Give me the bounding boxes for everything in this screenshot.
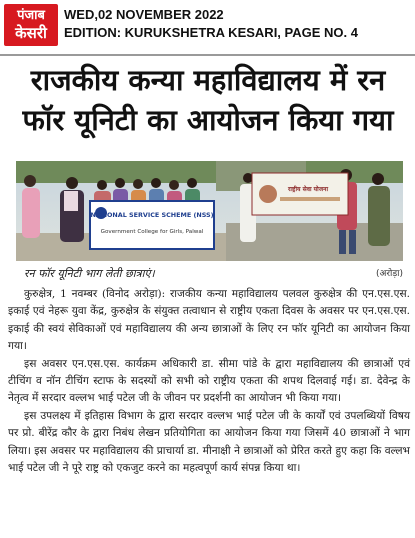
banner-title: NATIONAL SERVICE SCHEME (NSS) <box>90 211 214 219</box>
banner-subtitle: Government College for Girls, Palwal <box>100 229 204 235</box>
nss-banner <box>90 201 214 249</box>
logo-text-line2: केसरी <box>15 24 47 42</box>
publication-date: WED,02 NOVEMBER 2022 <box>64 7 224 22</box>
article-headline <box>6 60 410 140</box>
banner-right-text: राष्ट्रीय सेवा योजना <box>287 186 329 193</box>
punjab-kesari-logo <box>4 4 58 46</box>
publication-edition: EDITION: KURUKSHETRA KESARI, PAGE NO. 4 <box>64 25 358 40</box>
article-paragraph: कुरुक्षेत्र, 1 नवम्बर (विनोद अरोड़ा): राजकीय कन्या महाविद्यालय पलवल कुरुक्षेत्र की एन.एस.एस. इकाई एवं नेहरू युवा केंद्र, कुरुक्षेत्र के संयुक्त तत्वाधान से राष्ट्रीय एकता दिवस के अवसर पर एन.एस.एस. इकाई की स्वयं सेविकाओं एवं महाविद्यालय की अन्य छात्राओं के लिए रन फॉर यूनिटी का आयोजन किया गया। <box>8 288 410 353</box>
logo-text-line1: पंजाब <box>17 8 45 23</box>
photo-caption: रन फॉर यूनिटी भाग लेती छात्राएं। <box>24 267 155 280</box>
header-divider <box>0 54 415 56</box>
headline-line-2: फॉर यूनिटी का आयोजन किया गया <box>22 103 394 137</box>
headline-line-1: राजकीय कन्या महाविद्यालय में रन <box>30 63 386 97</box>
publication-meta <box>64 6 358 42</box>
article-body <box>8 286 410 477</box>
article-paragraph: इस अवसर एन.एस.एस. कार्यक्रम अधिकारी डा. सीमा पांडे के द्वारा महाविद्यालय की छात्राओं एवं टीचिंग व नॉन टीचिंग स्टाफ के सदस्यों को सभी को राष्ट्रीय एकता की शपथ दिलवाई गई। डा. देवेन्द्र के नेतृत्व में सरदार वल्लभ भाई पटेल जी के जीवन पर प्रदर्शनी का आयोजन भी किया गया। <box>8 357 410 405</box>
article-paragraph: इस उपलक्ष्य में इतिहास विभाग के द्वारा सरदार वल्लभ भाई पटेल जी के कार्यों एवं उपलब्धियों विषय पर प्रो. बीरेंद्र कौर के द्वारा निबंध लेखन प्रतियोगिता का आयोजन किया गया जिसमें 40 छात्राओं ने भाग लिया। इस अवसर पर महाविद्यालय की प्राचार्या डा. मीनाक्षी ने छात्राओं को प्रेरित करते हुए कहा कि वल्लभ भाई पटेल जी ने पूरे राष्ट्र को एकजुट करने का महत्वपूर्ण कार्य संपन्न किया था। <box>8 409 410 475</box>
photo-illustration <box>16 161 403 261</box>
news-photo <box>16 161 403 261</box>
photo-credit: (अरोड़ा) <box>375 269 403 279</box>
clipping-header <box>0 0 415 50</box>
event-banner-right <box>252 173 348 215</box>
